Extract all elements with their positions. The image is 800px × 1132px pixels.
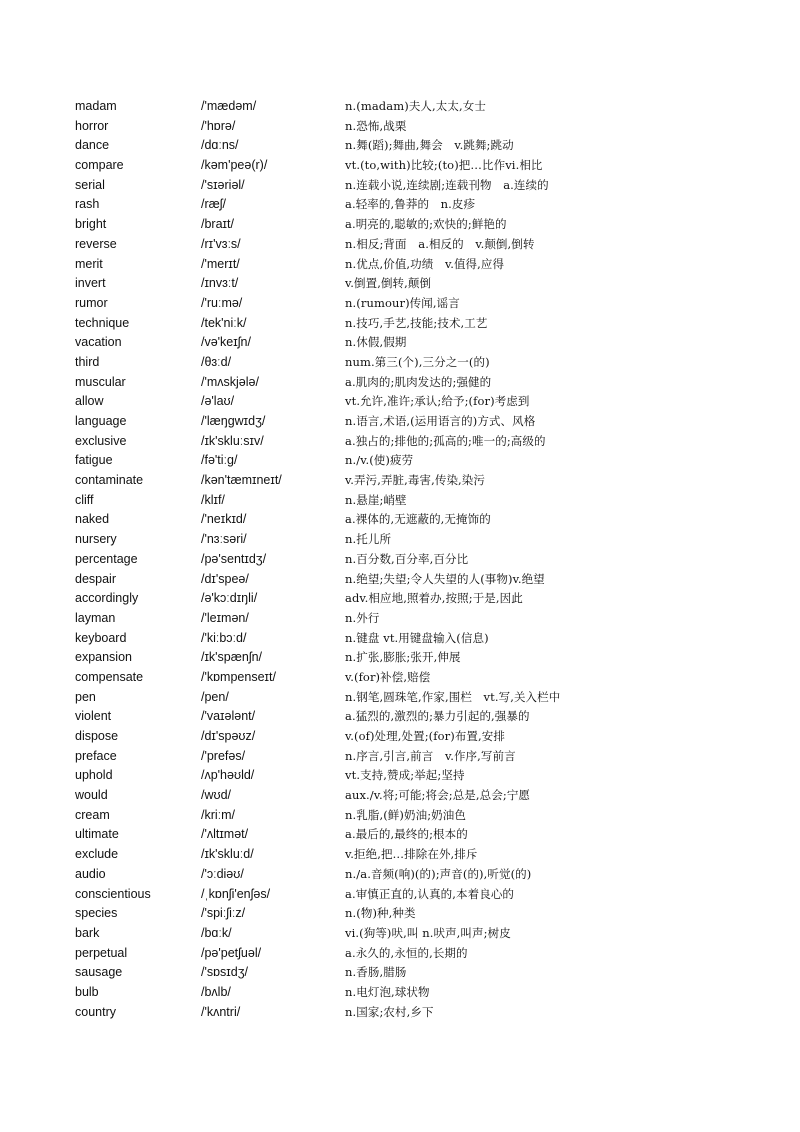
vocab-word: despair bbox=[75, 571, 116, 586]
vocab-word: bark bbox=[75, 925, 100, 940]
vocab-definition: num.第三(个),三分之一(的) bbox=[345, 354, 490, 369]
vocab-phonetic: /'merɪt/ bbox=[201, 256, 240, 271]
vocab-word: nursery bbox=[75, 532, 117, 547]
vocab-word: dance bbox=[75, 138, 110, 153]
vocab-row bbox=[75, 609, 775, 629]
vocab-definition: vt.(to,with)比较;(to)把…比作vi.相比 bbox=[345, 158, 543, 173]
vocab-word: ultimate bbox=[75, 827, 119, 842]
vocab-row bbox=[75, 845, 775, 865]
vocab-definition: n.香肠,腊肠 bbox=[345, 965, 407, 980]
vocab-row bbox=[75, 629, 775, 649]
vocab-word: percentage bbox=[75, 551, 138, 566]
vocab-word: keyboard bbox=[75, 630, 127, 645]
vocab-phonetic: /'vaɪələnt/ bbox=[201, 709, 256, 724]
vocab-word: naked bbox=[75, 512, 110, 527]
vocab-word: fatigue bbox=[75, 453, 113, 468]
vocab-phonetic: /'spiːʃiːz/ bbox=[201, 906, 246, 921]
vocab-word: invert bbox=[75, 276, 106, 291]
vocab-row bbox=[75, 707, 775, 727]
vocab-word: exclude bbox=[75, 847, 119, 862]
vocab-definition: n.语言,术语,(运用语言的)方式、风格 bbox=[345, 414, 536, 428]
vocab-definition: n./v.(使)疲劳 bbox=[345, 453, 414, 468]
vocab-word: expansion bbox=[75, 650, 132, 665]
vocab-definition: n.(madam)夫人,太太,女士 bbox=[345, 99, 486, 113]
vocab-phonetic: /bʌlb/ bbox=[201, 984, 231, 999]
vocab-phonetic: /ə'kɔːdɪŋli/ bbox=[201, 591, 258, 606]
vocab-phonetic: /dɑːns/ bbox=[201, 138, 239, 153]
vocab-word: technique bbox=[75, 315, 130, 330]
vocab-definition: v.(for)补偿,赔偿 bbox=[345, 669, 431, 684]
vocab-definition: a.永久的,永恒的,长期的 bbox=[345, 945, 468, 960]
vocab-phonetic: /'læŋgwɪdʒ/ bbox=[201, 414, 266, 428]
vocab-phonetic: /bɑːk/ bbox=[201, 925, 232, 940]
vocab-row bbox=[75, 97, 775, 117]
vocab-row bbox=[75, 294, 775, 314]
vocab-row bbox=[75, 589, 775, 609]
vocab-definition: n.百分数,百分率,百分比 bbox=[345, 551, 469, 566]
vocab-word: country bbox=[75, 1004, 116, 1019]
vocab-definition: n.(rumour)传闻,谣言 bbox=[345, 295, 460, 310]
vocab-row bbox=[75, 530, 775, 550]
vocab-word: bright bbox=[75, 217, 107, 232]
vocab-definition: n.托儿所 bbox=[345, 532, 392, 547]
vocab-definition: n.恐怖,战栗 bbox=[345, 118, 407, 133]
vocab-word: bulb bbox=[75, 984, 99, 999]
vocab-word: would bbox=[75, 788, 108, 803]
vocab-row bbox=[75, 806, 775, 826]
vocab-phonetic: /'nɜːsəri/ bbox=[201, 532, 247, 547]
vocab-phonetic: /'prefəs/ bbox=[201, 748, 246, 763]
vocab-row bbox=[75, 904, 775, 924]
vocab-definition: n.相反;背面 a.相反的 v.颠倒,倒转 bbox=[345, 236, 535, 251]
vocab-phonetic: /'hɒrə/ bbox=[201, 118, 236, 133]
vocab-word: layman bbox=[75, 610, 116, 625]
vocab-definition: n.国家;农村,乡下 bbox=[345, 1004, 434, 1019]
vocab-phonetic: /'ʌltɪmət/ bbox=[201, 827, 249, 842]
vocab-definition: v.(of)处理,处置;(for)布置,安排 bbox=[345, 729, 505, 743]
vocab-row bbox=[75, 570, 775, 590]
vocab-word: audio bbox=[75, 866, 106, 881]
vocab-word: dispose bbox=[75, 729, 119, 743]
vocab-phonetic: /'neɪkɪd/ bbox=[201, 512, 247, 527]
vocab-phonetic: /kəm'peə(r)/ bbox=[201, 158, 268, 173]
vocab-definition: n.技巧,手艺,技能;技术,工艺 bbox=[345, 315, 488, 330]
vocab-row bbox=[75, 688, 775, 708]
vocab-row bbox=[75, 333, 775, 353]
vocab-word: pen bbox=[75, 689, 96, 704]
vocab-row bbox=[75, 235, 775, 255]
vocab-phonetic: /klɪf/ bbox=[201, 492, 225, 507]
vocab-row bbox=[75, 432, 775, 452]
vocab-definition: n.电灯泡,球状物 bbox=[345, 984, 430, 999]
vocab-phonetic: /'ɔːdiəʊ/ bbox=[201, 866, 244, 881]
vocab-row bbox=[75, 510, 775, 530]
vocab-word: violent bbox=[75, 709, 112, 724]
vocab-phonetic: /ɪnvɜːt/ bbox=[201, 276, 239, 291]
vocab-row bbox=[75, 885, 775, 905]
vocab-row bbox=[75, 176, 775, 196]
vocab-word: preface bbox=[75, 748, 117, 763]
vocab-definition: adv.相应地,照着办,按照;于是,因此 bbox=[345, 591, 523, 606]
vocab-phonetic: /ɪk'skluːd/ bbox=[201, 847, 254, 862]
vocab-row bbox=[75, 392, 775, 412]
vocab-definition: n.悬崖;峭壁 bbox=[345, 492, 407, 507]
vocab-row bbox=[75, 156, 775, 176]
vocab-phonetic: /'kiːbɔːd/ bbox=[201, 630, 247, 645]
vocab-definition: aux./v.将;可能;将会;总是,总会;宁愿 bbox=[345, 788, 531, 803]
vocab-definition: n.扩张,膨胀;张开,伸展 bbox=[345, 650, 461, 665]
vocab-row bbox=[75, 786, 775, 806]
vocab-word: cliff bbox=[75, 492, 94, 507]
vocab-row bbox=[75, 117, 775, 137]
vocab-word: reverse bbox=[75, 236, 117, 251]
vocab-definition: a.最后的,最终的;根本的 bbox=[345, 827, 468, 842]
vocab-word: uphold bbox=[75, 768, 113, 783]
vocab-definition: a.审慎正直的,认真的,本着良心的 bbox=[345, 886, 515, 901]
vocab-phonetic: /rɪ'vɜːs/ bbox=[201, 236, 241, 251]
vocab-definition: n.钢笔,圆珠笔,作家,围栏 vt.写,关入栏中 bbox=[345, 689, 561, 704]
vocab-row bbox=[75, 491, 775, 511]
vocab-definition: n.绝望;失望;令人失望的人(事物)v.绝望 bbox=[345, 571, 545, 586]
vocab-phonetic: /'kɒmpenseɪt/ bbox=[201, 669, 276, 684]
vocab-row bbox=[75, 550, 775, 570]
vocab-definition: v.拒绝,把…排除在外,排斥 bbox=[345, 847, 478, 862]
vocab-definition: n.键盘 vt.用键盘输入(信息) bbox=[345, 630, 489, 645]
vocab-phonetic: /'ruːmə/ bbox=[201, 295, 243, 310]
vocab-row bbox=[75, 648, 775, 668]
vocab-row bbox=[75, 255, 775, 275]
vocab-phonetic: /ʌp'həʊld/ bbox=[201, 768, 255, 783]
vocab-definition: n.休假,假期 bbox=[345, 335, 407, 350]
vocab-row bbox=[75, 136, 775, 156]
vocab-phonetic: /pə'petʃuəl/ bbox=[201, 945, 262, 960]
vocab-row bbox=[75, 1003, 775, 1023]
vocab-phonetic: /tek'niːk/ bbox=[201, 315, 247, 330]
vocab-phonetic: /ˌkɒnʃi'enʃəs/ bbox=[201, 886, 271, 901]
vocab-definition: vt.允许,准许;承认;给予;(for)考虑到 bbox=[345, 394, 530, 409]
vocab-phonetic: /ɪk'spænʃn/ bbox=[201, 650, 263, 665]
vocab-phonetic: /ɪk'skluːsɪv/ bbox=[201, 433, 264, 448]
vocab-row bbox=[75, 825, 775, 845]
vocab-word: madam bbox=[75, 99, 117, 113]
vocab-definition: v.弄污,弄脏,毒害,传染,染污 bbox=[345, 473, 486, 488]
vocab-word: muscular bbox=[75, 374, 126, 389]
vocab-word: rumor bbox=[75, 295, 108, 310]
vocab-definition: a.猛烈的,激烈的;暴力引起的,强暴的 bbox=[345, 709, 530, 724]
vocab-definition: a.明亮的,聪敏的;欢快的;鲜艳的 bbox=[345, 217, 507, 232]
vocab-phonetic: /'mædəm/ bbox=[201, 99, 257, 113]
vocab-row bbox=[75, 668, 775, 688]
vocab-word: sausage bbox=[75, 965, 123, 980]
vocab-definition: n.外行 bbox=[345, 610, 380, 625]
vocab-phonetic: /'sɪəriəl/ bbox=[201, 177, 245, 192]
vocab-word: horror bbox=[75, 118, 109, 133]
vocab-definition: vi.(狗等)吠,叫 n.吠声,叫声;树皮 bbox=[345, 925, 511, 940]
vocab-row bbox=[75, 983, 775, 1003]
vocab-word: perpetual bbox=[75, 945, 128, 960]
vocab-phonetic: /dɪ'spəʊz/ bbox=[201, 729, 256, 743]
vocab-definition: n.连载小说,连续剧;连载刊物 a.连续的 bbox=[345, 177, 549, 192]
vocab-row bbox=[75, 865, 775, 885]
vocab-word: third bbox=[75, 354, 100, 369]
vocab-row bbox=[75, 471, 775, 491]
vocab-phonetic: /dɪ'speə/ bbox=[201, 571, 249, 586]
vocab-phonetic: /və'keɪʃn/ bbox=[201, 335, 251, 350]
vocab-definition: a.肌肉的;肌肉发达的;强健的 bbox=[345, 374, 492, 389]
vocab-row bbox=[75, 215, 775, 235]
vocab-word: species bbox=[75, 906, 118, 921]
vocab-definition: a.轻率的,鲁莽的 n.皮疹 bbox=[345, 197, 476, 212]
vocab-word: conscientious bbox=[75, 886, 151, 901]
vocab-phonetic: /ə'laʊ/ bbox=[201, 394, 235, 409]
vocab-phonetic: /kriːm/ bbox=[201, 807, 236, 822]
vocab-definition: n.(物)种,种类 bbox=[345, 906, 416, 921]
vocab-row bbox=[75, 274, 775, 294]
vocab-definition: vt.支持,赞成;举起;坚持 bbox=[345, 768, 465, 783]
vocab-row bbox=[75, 373, 775, 393]
vocab-row bbox=[75, 747, 775, 767]
vocab-word: merit bbox=[75, 256, 103, 271]
vocab-phonetic: /pen/ bbox=[201, 689, 229, 704]
vocab-row bbox=[75, 727, 775, 747]
vocab-definition: n.舞(蹈);舞曲,舞会 v.跳舞;跳动 bbox=[345, 138, 514, 153]
vocab-phonetic: /'mʌskjələ/ bbox=[201, 374, 259, 389]
vocab-word: allow bbox=[75, 394, 104, 409]
vocab-row bbox=[75, 766, 775, 786]
vocab-word: vacation bbox=[75, 335, 122, 350]
vocabulary-list bbox=[75, 97, 775, 1022]
vocab-phonetic: /braɪt/ bbox=[201, 217, 234, 232]
vocab-word: cream bbox=[75, 807, 110, 822]
vocab-phonetic: /ræʃ/ bbox=[201, 197, 226, 212]
vocab-phonetic: /kən'tæmɪneɪt/ bbox=[201, 473, 282, 488]
vocab-phonetic: /pə'sentɪdʒ/ bbox=[201, 551, 267, 566]
vocab-row bbox=[75, 195, 775, 215]
vocab-word: compare bbox=[75, 158, 124, 173]
vocab-definition: a.裸体的,无遮蔽的,无掩饰的 bbox=[345, 512, 491, 527]
vocab-word: accordingly bbox=[75, 591, 139, 606]
vocab-row bbox=[75, 353, 775, 373]
vocab-word: compensate bbox=[75, 669, 144, 684]
vocab-definition: a.独占的;排他的;孤高的;唯一的;高级的 bbox=[345, 433, 546, 448]
vocab-definition: n.乳脂,(鲜)奶油;奶油色 bbox=[345, 807, 466, 822]
vocab-definition: n./a.音频(响)(的);声音(的),听觉(的) bbox=[345, 866, 532, 881]
vocab-word: rash bbox=[75, 197, 100, 212]
vocab-word: exclusive bbox=[75, 433, 127, 448]
vocab-word: serial bbox=[75, 177, 105, 192]
vocab-definition: n.序言,引言,前言 v.作序,写前言 bbox=[345, 748, 516, 763]
vocab-word: language bbox=[75, 414, 127, 428]
vocab-row bbox=[75, 944, 775, 964]
vocab-row bbox=[75, 924, 775, 944]
vocab-definition: v.倒置,倒转,颠倒 bbox=[345, 276, 432, 291]
vocab-phonetic: /'leɪmən/ bbox=[201, 610, 249, 625]
vocab-row bbox=[75, 963, 775, 983]
vocab-phonetic: /wʊd/ bbox=[201, 788, 232, 803]
vocab-phonetic: /'kʌntri/ bbox=[201, 1004, 241, 1019]
vocab-row bbox=[75, 314, 775, 334]
vocab-phonetic: /fə'tiːg/ bbox=[201, 453, 238, 468]
vocab-phonetic: /'sɒsɪdʒ/ bbox=[201, 965, 248, 980]
vocab-row bbox=[75, 451, 775, 471]
vocab-word: contaminate bbox=[75, 473, 144, 488]
vocab-row bbox=[75, 412, 775, 432]
vocab-phonetic: /θɜːd/ bbox=[201, 354, 232, 369]
vocab-definition: n.优点,价值,功绩 v.值得,应得 bbox=[345, 256, 505, 271]
